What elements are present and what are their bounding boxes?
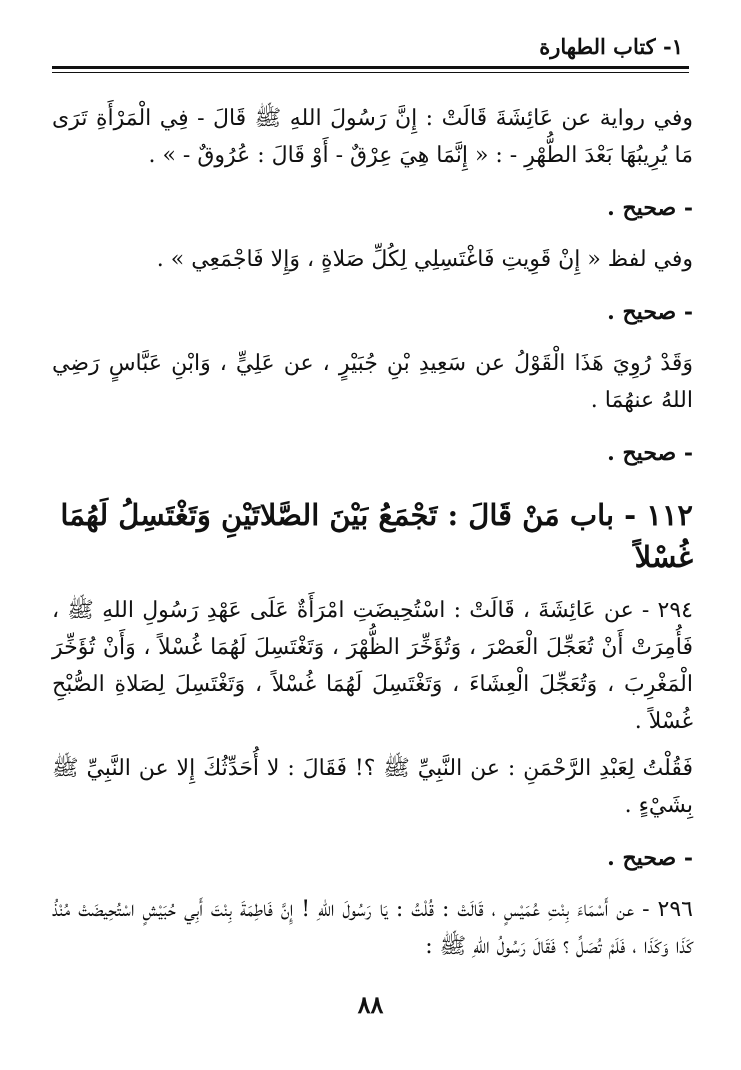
page-header [52, 28, 689, 68]
hadith-296: ٢٩٦ - عن أَسْمَاءَ بِنْتِ عُمَيْسٍ ، قَالَتْ : قُلْتُ : يَا رَسُولَ اللهِ ! إِنَّ فَاطِمَةَ بِنْتَ أَبِي حُبَيْشٍ اسْتُحِيضَتْ مُنْذُ كَذَا وَكَذَا ، فَلَمْ تُصَلِّ ؟ فَقَالَ رَسُولُ اللهِ ﷺ : [52, 897, 693, 959]
chapter-heading: ١١٢ - باب مَنْ قَالَ : تَجْمَعُ بَيْنَ الصَّلاتَيْنِ وَتَغْتَسِلُ لَهُمَا غُسْلاً [60, 498, 693, 574]
running-header-title: ١- كتاب الطهارة [539, 34, 683, 59]
grading-sahih: - صحيح . [607, 440, 693, 466]
paragraph-wording-variant: وفي لفظ « إِنْ قَوِيتِ فَاغْتَسِلِي لِكُلِّ صَلاةٍ ، وَإِلا فَاجْمَعِي » . [156, 247, 693, 272]
grading-sahih: - صحيح . [607, 845, 693, 871]
paragraph-abdurrahman: فَقُلْتُ لِعَبْدِ الرَّحْمَنِ : عن النَّبِيِّ ﷺ ؟! فَقَالَ : لا أُحَدِّثُكَ إِلا عن النَّبِيِّ ﷺ بِشَيْءٍ . [52, 756, 693, 818]
grading-sahih: - صحيح . [607, 299, 693, 325]
paragraph-aisha-narration: وفي رواية عن عَائِشَةَ قَالَتْ : إِنَّ رَسُولَ اللهِ ﷺ قَالَ - فِي الْمَرْأَةِ تَرَى مَا يُرِيبُهَا بَعْدَ الطُّهْرِ - : « إِنَّمَا هِيَ عِرْقٌ - أَوْ قَالَ : عُرُوقٌ - » . [52, 106, 693, 168]
page-number: ٨٨ [357, 990, 384, 1019]
hadith-294: ٢٩٤ - عن عَائِشَةَ ، قَالَتْ : اسْتُحِيضَتِ امْرَأَةٌ عَلَى عَهْدِ رَسُولِ اللهِ ﷺ ، فَأُمِرَتْ أَنْ تُعَجِّلَ الْعَصْرَ ، وَتُؤَخِّرَ الظُّهْرَ ، وَتَغْتَسِلَ لَهُمَا غُسْلاً ، وَأَنْ تُؤَخِّرَ الْمَغْرِبَ ، وَتُعَجِّلَ الْعِشَاءَ ، وَتَغْتَسِلَ لَهُمَا غُسْلاً ، وَتَغْتَسِلَ لِصَلاةِ الصُّبْحِ غُسْلاً . [52, 598, 693, 734]
paragraph-narrated-from: وَقَدْ رُوِيَ هَذَا الْقَوْلُ عن سَعِيدِ بْنِ جُبَيْرٍ ، عن عَلِيٍّ ، وَابْنِ عَبَّاسٍ رَضِي اللهُ عنهُمَا . [52, 351, 693, 413]
page-body [52, 100, 693, 965]
grading-sahih: - صحيح . [607, 195, 693, 221]
header-rule-thin [52, 72, 689, 73]
header-rule-thick [52, 66, 689, 69]
